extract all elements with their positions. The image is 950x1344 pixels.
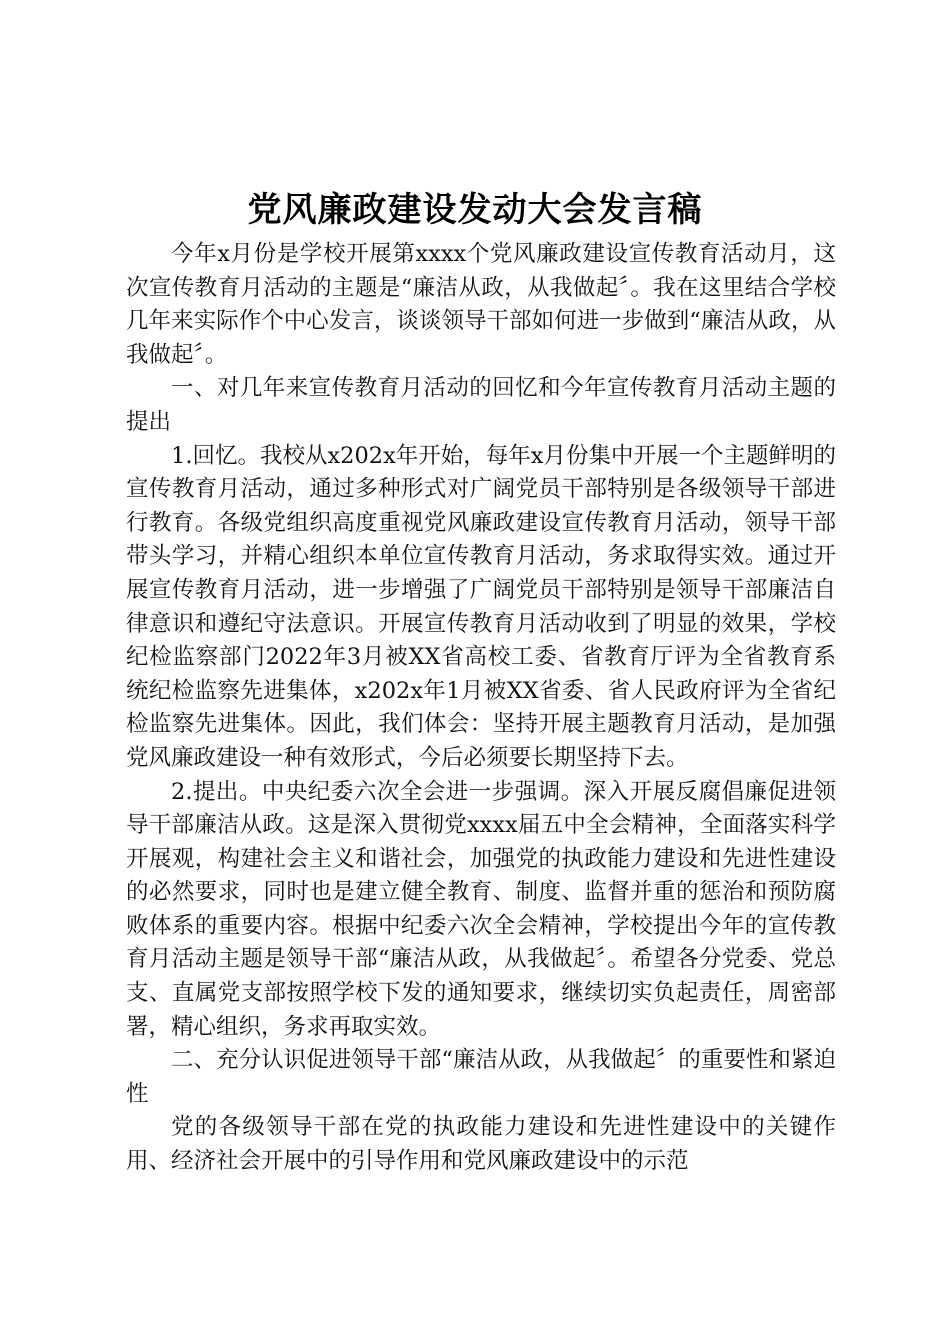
- document-body: [126, 238, 836, 1179]
- paragraph-review: 1.回忆。我校从x202x年开始，每年x月份集中开展一个主题鲜明的宣传教育月活动，通过多种形式对广阔党员干部特别是各级领导干部进行教育。各级党组织高度重视党风廉政建设宣传教育月活动，领导干部带头学习，并精心组织本单位宣传教育月活动，务求取得实效。通过开展宣传教育月活动，进一步增强了广阔党员干部特别是领导干部廉洁自律意识和遵纪守法意识。开展宣传教育月活动收到了明显的效果，学校纪检监察部门2022年3月被XX省高校工委、省教育厅评为全省教育系统纪检监察先进集体，x202x年1月被XX省委、省人民政府评为全省纪检监察先进集体。因此，我们体会：坚持开展主题教育月活动，是加强党风廉政建设一种有效形式，今后必须要长期坚持下去。: [126, 442, 836, 771]
- section-heading-1: 一、对几年来宣传教育月活动的回忆和今年宣传教育月活动主题的提出: [126, 375, 836, 435]
- document-title: 党风廉政建设发动大会发言稿: [247, 190, 703, 230]
- paragraph-intro: 今年x月份是学校开展第xxxx个党风廉政建设宣传教育活动月，这次宣传教育月活动的主题是“廉洁从政，从我做起〞。我在这里结合学校几年来实际作个中心发言，谈谈领导干部如何进一步做到“廉洁从政，从我做起〞。: [126, 241, 836, 368]
- paragraph-importance: 党的各级领导干部在党的执政能力建设和先进性建设中的关键作用、经济社会开展中的引导作用和党风廉政建设中的示范: [126, 1114, 836, 1175]
- section-heading-2: 二、充分认识促进领导干部“廉洁从政，从我做起〞的重要性和紧迫性: [126, 1047, 836, 1107]
- paragraph-proposal: 2.提出。中央纪委六次全会进一步强调。深入开展反腐倡廉促进领导干部廉洁从政。这是深入贯彻党xxxx届五中全会精神，全面落实科学开展观，构建社会主义和谐社会，加强党的执政能力建设和先进性建设的必然要求，同时也是建立健全教育、制度、监督并重的惩治和预防腐败体系的重要内容。根据中纪委六次全会精神，学校提出今年的宣传教育月活动主题是领导干部“廉洁从政，从我做起〞。希望各分党委、党总支、直属党支部按照学校下发的通知要求，继续切实负起责任，周密部署，精心组织，务求再取实效。: [126, 778, 836, 1040]
